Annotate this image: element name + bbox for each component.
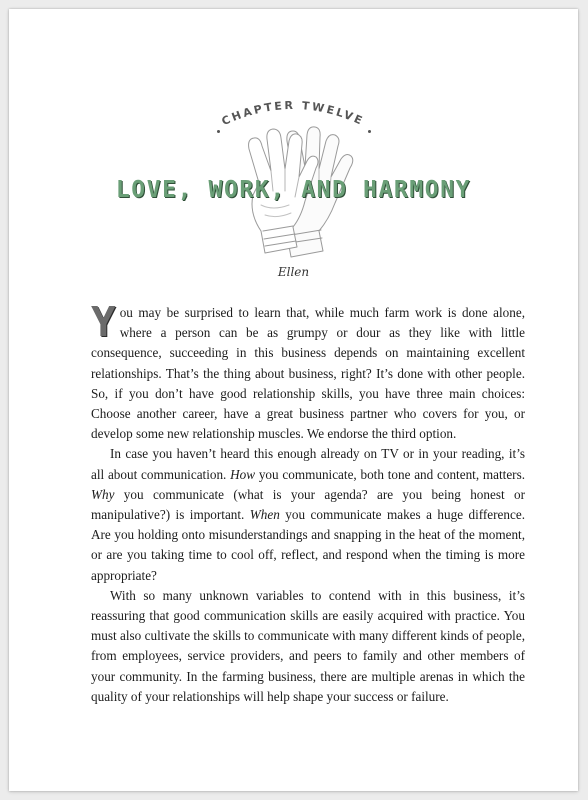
- emphasis-why: Why: [91, 486, 115, 502]
- emphasis-when: When: [249, 507, 280, 523]
- chapter-label: CHAPTER TWELVE: [219, 98, 367, 129]
- paragraph-text: you communicate makes a huge difference. Are you holding onto misunderstandings and snapping in the heat of the moment, or are you taking time to cool off, reflect, and respond when the timing is more appropriate?: [91, 507, 525, 583]
- chapter-author: Ellen: [277, 265, 310, 279]
- paragraph-text: ou may be surprised to learn that, while much farm work is done alone, where a person can be as grumpy or dour as they like with little consequence, succeeding in this business depends on maintaining excellent relationships. That’s the thing about business, right? It’s done with other people. So, if you don’t have good relationship skills, you have three main choices: Choose another career, have a great business partner who covers for you, or develop some new relationship muscles. We endorse the third option.: [91, 305, 525, 442]
- chapter-body: [91, 298, 526, 707]
- paragraph-2: [91, 444, 525, 585]
- drop-cap: Y: [91, 298, 116, 346]
- paragraph-text: In case you haven’t heard this enough already on TV or in your reading, it’s all about communication.: [91, 446, 525, 482]
- chapter-title: LOVE, WORK, AND HARMONY: [115, 177, 472, 203]
- paragraph-text: you communicate, both tone and content, matters.: [255, 466, 526, 482]
- paragraph-text: you communicate (what is your agenda? are you being honest or manipulative?) is important.: [91, 486, 525, 523]
- paragraph-1: [91, 298, 525, 444]
- paragraph-text: With so many unknown variables to contend with in this business, it’s reassuring that good communication skills are easily acquired with practice. You must also cultivate the skills to communicate with many different kinds of people, from employees, service providers, and peers to family and other members of your community. In the farming business, there are multiple arenas in which the quality of your relationships will help shape your success or failure.: [91, 587, 525, 704]
- paragraph-3: [91, 586, 525, 707]
- label-bullet-left: [217, 130, 220, 133]
- emphasis-how: How: [230, 466, 256, 482]
- book-page: [9, 9, 578, 791]
